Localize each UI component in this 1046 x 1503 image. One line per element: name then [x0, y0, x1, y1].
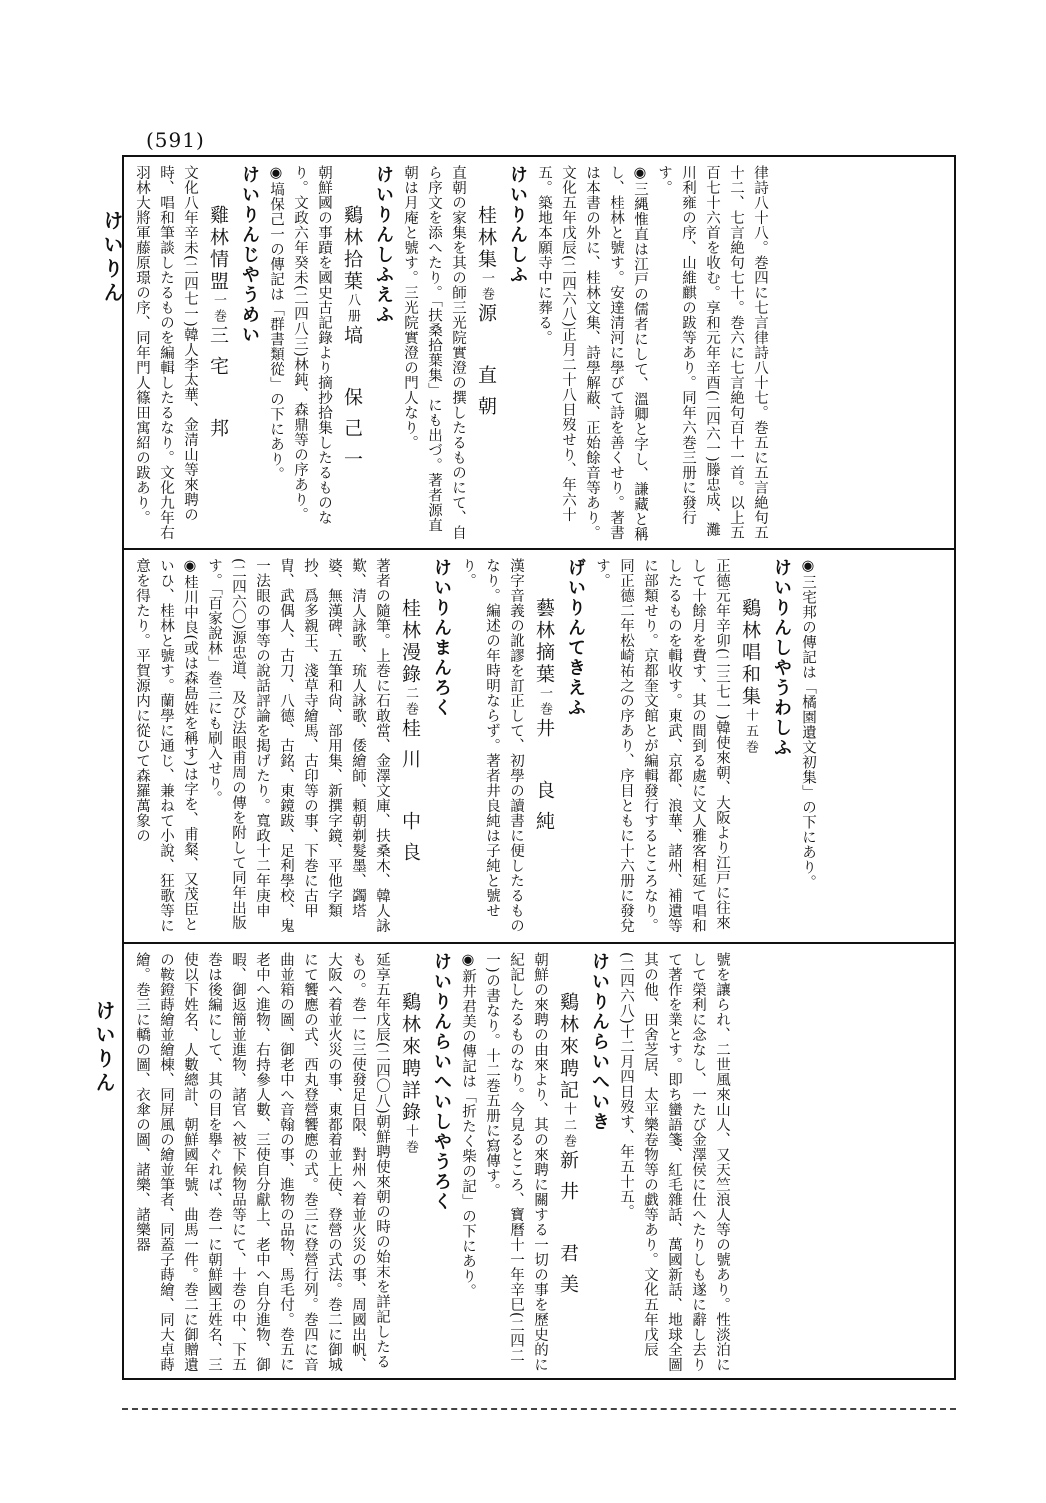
entry-heading: けいりんらいへいしやうろく — [431, 952, 452, 1212]
entry-heading: けいりんしふえふ — [373, 165, 394, 325]
entry-title-line — [528, 558, 560, 936]
entry-volumes: 八册 — [345, 293, 360, 325]
side-label-upper: けいりん — [100, 210, 124, 306]
entry-title-line — [734, 558, 766, 936]
entry-volumes: 二巻 — [403, 686, 418, 718]
entry-body-text: 朝鮮國の事蹟を國史古記錄より摘抄拾集したるものなり。文政六年癸未(二四八三)林鈍、森鼎等の序あり。 — [292, 165, 332, 525]
entry-body-text: 朝鮮の來聘の由來より、其の來聘に關する一切の事を歷史的に紀記したるものなり。今見るところ、寶曆十一年辛巳(二四二一)の書なり。十二巻五册に寫傳す。 — [484, 952, 548, 1372]
entry-volumes: 十五巻 — [743, 708, 758, 756]
entry-body-text: 號を讓られ、二世風來山人、又天竺浪人等の號あり。性淡泊にして榮利に念なし、一たび金澤侯に仕へたりしも遂に辭し去りて著作を業とす。即ち蠻語箋、紅毛雜話、萬國新話、地球全圖其の他、田舍芝居、太平樂卷物等の戯等あり。文化五年戊辰(二四六八)十二月四日歿す、年五十五。 — [618, 952, 730, 1372]
entry-body-text: 直朝の家集を其の師三光院實澄の撰したるものにて、自ら序文を添へたり。「扶桑拾葉集」にも出づ。著者源直朝は月庵と號す。三光院實澄の門人なり。 — [402, 165, 466, 540]
entry-volumes: 一巻 — [211, 293, 226, 325]
entry-title-line — [394, 952, 426, 1372]
entry-body-text: ◉三宅邦の傳記は「橘園遺文初集」の下にあり。 — [800, 558, 816, 890]
entry-title-line — [336, 165, 368, 543]
side-label-lower: けいりん — [92, 1000, 116, 1096]
entry-title: 鷄林來聘詳錄 — [399, 992, 421, 1124]
entry-author: 塙 保己一 — [341, 325, 363, 480]
entry-author: 源 直朝 — [475, 303, 497, 427]
entry-title: 鷄林拾葉 — [341, 205, 363, 293]
entry-heading: げいりんてきえふ — [565, 558, 586, 718]
entry-body-text: 著者の隨筆。上巻に石敢當、金澤文庫、扶桑木、韓人詠歎、清人詠歌、琉人詠歌、倭繪師、頼朝剃髮墨、蠲塔婆、無漢碑、五筆和尙、部用集、新撰字鏡、平他字類抄、爲多親王、淺草寺繪馬、古印等の事、下巻に古甲胄、武偶人、古刀、八德、古銘、東鏡跋、足利學校、鬼一法眼の事等の說話評論を掲げたり。寬政十二年庚申(二四六〇)源忠道、及び法眼甫周の傳を附して同年出版す。「百家說林」巻三にも刷入せり。 — [206, 558, 390, 933]
entry-heading: けいりんしやうわしふ — [771, 558, 792, 758]
entry-body-text: ◉新井君美の傳記は「折たく柴の記」の下にあり。 — [460, 952, 476, 1299]
band-divider — [122, 942, 956, 944]
entry-volumes: 十巻 — [403, 1124, 418, 1156]
entry-volumes: 一巻 — [479, 271, 494, 303]
entry-author: 桂川 中良 — [399, 718, 421, 873]
entry-body-text: ◉三縄惟直は江戸の儒者にして、溫卿と字し、謙藏と稱し、桂林と號す。安達清河に學びて詩を善くせり。著書は本書の外に、桂林文集、詩學解蔽、正始餘音等あり。文化五年戊辰(二四六八)正月二十八日歿せり、年六十五。築地本願寺中に葬る。 — [536, 165, 648, 542]
entry-body-text: ◉桂川中良(或は森島姓を稱す)は字を、甫粲、又茂臣といひ、桂林と號す。蘭學に通じ、兼ねて小說、狂歌等に意を得たり。平賀源内に從ひて森羅萬象の — [134, 558, 198, 933]
entry-body-text: 律詩八十八。巻四に七言律詩八十七。巻五に五言絶句五十二、七言絶句七十。巻六に七言絶句百十一首。以上五百七十六首を收む。享和元年辛酉(二四六一)滕忠成、灘川利雍の序、山維麒の跋等あり。同年六巻三册に發行す。 — [656, 165, 768, 540]
entry-heading: けいりんしふ — [507, 165, 528, 285]
entry-heading: けいりんまんろく — [431, 558, 452, 718]
entry-title: 桂林集 — [475, 205, 497, 271]
entry-title-line — [394, 558, 426, 936]
entry-title: 鷄林來聘記 — [557, 992, 579, 1102]
entry-body-text: 文化八年辛未(二四七一)韓人李太華、金清山等來聘の時、唱和筆談したるものを編輯したるなり。文化九年右羽林大將軍藤原璟の序、同年門人篠田寓紹の跋あり。 — [134, 165, 198, 540]
entry-author: 三宅 邦 — [207, 325, 229, 449]
text-band-middle — [130, 558, 948, 936]
text-band-lower — [130, 952, 948, 1372]
entry-title-line — [470, 165, 502, 543]
page-number: (591) — [146, 128, 205, 152]
entry-title-line — [202, 165, 234, 543]
entry-volumes: 十二巻 — [561, 1102, 576, 1150]
entry-heading: けいりんらいへいき — [589, 952, 610, 1132]
entry-volumes: 一巻 — [537, 686, 552, 718]
entry-body-text: 延享五年戊辰(二四〇八)朝鮮聘使來朝の時の始末を詳記したるもの。巻一に三使發足日限、對州へ着並火災の事、周國出帆、大阪へ着並火災の事、東都着並上使、登營の式法。巻二に御城にて饗應の式、西丸登營饗應の式。巻三に登營行列。巻四に音曲並箱の圖、御老中へ音翰の事、進物の品物、馬毛付。巻五に老中へ進物、右持參人數、三使自分獻上、老中へ自分進物、御暇、御返簡並進物、諸官へ被下候物品等にて、十巻の中、下五巻は後編にして、其の目を擧ぐれば、巻一に朝鮮國王姓名、三使以下姓名、人數總計、朝鮮國年號、曲馬一件。巻二に御贈遺の鞍鐙蒔繪並繪棟、同屏風の繪並筆者、同蓋子蒔繪、同大卓蒔繪。巻三に轎の圖、衣傘の圖、諸樂、諸樂器 — [134, 952, 390, 1372]
entry-title: 雞林情盟 — [207, 205, 229, 293]
entry-title-line — [552, 952, 584, 1372]
band-divider — [122, 548, 956, 550]
entry-heading: けいりんじやうめい — [239, 165, 260, 345]
entry-author: 井 良純 — [533, 718, 555, 842]
text-band-upper — [130, 165, 948, 543]
entry-author: 新井 君美 — [557, 1150, 579, 1305]
entry-body-text: ◉塙保己一の傳記は「群書類從」の下にあり。 — [268, 165, 284, 482]
entry-title: 鷄林唱和集 — [739, 598, 761, 708]
entry-body-text: 正德元年辛卯(二三七一)韓使來朝、大阪より江戸に往來して十餘月を費す、其の間到る處に文人雅客相延て唱和したるものを輯收す。東武、京都、浪華、諸州、補遺等に部類せり。京都奎文館とが編輯發行するところなり。同正德二年松崎祐之の序あり、序目ともに十六册に發兌す。 — [594, 558, 730, 933]
footer-rule — [122, 1408, 956, 1410]
entry-title: 桂林漫錄 — [399, 598, 421, 686]
entry-title: 藝林摘葉 — [533, 598, 555, 686]
entry-body-text: 漢字音義の訛謬を訂正して、初學の讀書に便したるものなり。編述の年時明ならず。著者井良純は子純と號せり。 — [460, 558, 524, 933]
